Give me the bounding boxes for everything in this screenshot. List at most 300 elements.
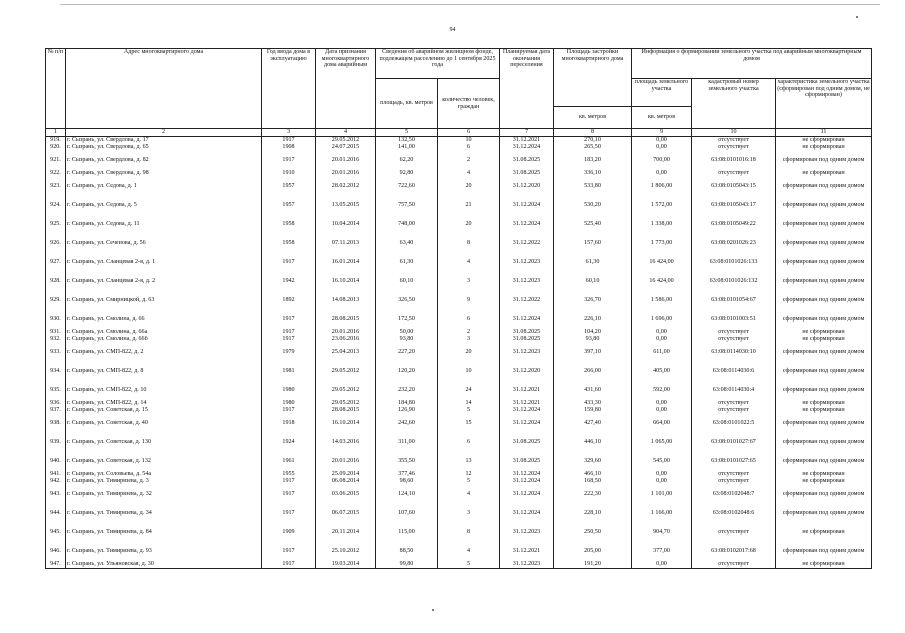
emergency-date-cell: 25.10.2012 bbox=[316, 542, 376, 561]
address-cell: г. Сызрань, ул. СМП-822, д. 2 bbox=[66, 343, 262, 362]
land-area-cell: 700,00 bbox=[632, 151, 692, 170]
land-area-cell: 1 166,00 bbox=[632, 504, 692, 523]
planned-date-cell: 31.12.2024 bbox=[500, 414, 554, 433]
year-cell: 1918 bbox=[262, 414, 316, 433]
building-area-cell: 205,00 bbox=[554, 542, 632, 561]
land-char-cell: сформирован под одним домом bbox=[776, 151, 872, 170]
land-area-cell: 0,00 bbox=[632, 336, 692, 343]
header-num: № п/п bbox=[46, 49, 66, 129]
address-cell: г. Сызрань, ул. Свердлова, д. 65 bbox=[66, 144, 262, 151]
area-cell: 172,50 bbox=[376, 310, 438, 329]
column-number: 10 bbox=[692, 129, 776, 137]
area-cell: 120,20 bbox=[376, 362, 438, 381]
building-area-cell: 397,10 bbox=[554, 343, 632, 362]
emergency-date-cell: 29.05.2012 bbox=[316, 137, 376, 145]
cadastral-cell: 63:08:0102048:7 bbox=[692, 485, 776, 504]
row-number: 945. bbox=[46, 523, 66, 542]
column-number: 7 bbox=[500, 129, 554, 137]
people-cell: 20 bbox=[438, 215, 500, 234]
cadastral-cell: 63:08:0101027:65 bbox=[692, 452, 776, 471]
land-area-cell: 592,00 bbox=[632, 381, 692, 400]
emergency-date-cell: 20.01.2016 bbox=[316, 452, 376, 471]
table-row bbox=[46, 561, 872, 569]
row-number: 937. bbox=[46, 407, 66, 414]
people-cell: 12 bbox=[438, 471, 500, 478]
land-char-cell: сформирован под одним домом bbox=[776, 177, 872, 196]
emergency-date-cell: 20.11.2014 bbox=[316, 523, 376, 542]
header-people: количество человек, граждан bbox=[438, 79, 500, 129]
row-number: 936. bbox=[46, 400, 66, 407]
row-number: 941. bbox=[46, 471, 66, 478]
scan-speck bbox=[856, 16, 858, 18]
row-number: 946. bbox=[46, 542, 66, 561]
land-char-cell: не сформирован bbox=[776, 407, 872, 414]
address-cell: г. Сызрань, ул. Седова, д. 5 bbox=[66, 196, 262, 215]
cadastral-cell: отсутствует bbox=[692, 478, 776, 485]
year-cell: 1924 bbox=[262, 433, 316, 452]
table-row bbox=[46, 407, 872, 414]
table-row bbox=[46, 253, 872, 272]
planned-date-cell: 31.12.2023 bbox=[500, 523, 554, 542]
row-number: 939. bbox=[46, 433, 66, 452]
table-row bbox=[46, 196, 872, 215]
cadastral-cell: 63:08:0114030:4 bbox=[692, 381, 776, 400]
planned-date-cell: 31.08.2025 bbox=[500, 452, 554, 471]
planned-date-cell: 31.12.2024 bbox=[500, 471, 554, 478]
people-cell: 21 bbox=[438, 196, 500, 215]
building-area-cell: 427,40 bbox=[554, 414, 632, 433]
cadastral-cell: 63:08:0101054:67 bbox=[692, 291, 776, 310]
emergency-date-cell: 07.11.2013 bbox=[316, 234, 376, 253]
cadastral-cell: отсутствует bbox=[692, 561, 776, 569]
area-cell: 757,50 bbox=[376, 196, 438, 215]
row-number: 935. bbox=[46, 381, 66, 400]
row-number: 942. bbox=[46, 478, 66, 485]
people-cell: 24 bbox=[438, 381, 500, 400]
table-row bbox=[46, 215, 872, 234]
header-planned-date: Планируемая дата окончания переселения bbox=[500, 49, 554, 129]
address-cell: г. Сызрань, ул. Седова, д. 11 bbox=[66, 215, 262, 234]
address-cell: г. Сызрань, ул. Тимирязева, д. 3 bbox=[66, 478, 262, 485]
table-row bbox=[46, 170, 872, 177]
year-cell: 1942 bbox=[262, 272, 316, 291]
land-char-cell: сформирован под одним домом bbox=[776, 414, 872, 433]
land-char-cell: сформирован под одним домом bbox=[776, 215, 872, 234]
table-row bbox=[46, 329, 872, 336]
planned-date-cell: 31.12.2023 bbox=[500, 343, 554, 362]
year-cell: 1917 bbox=[262, 478, 316, 485]
table-row bbox=[46, 400, 872, 407]
cadastral-cell: отсутствует bbox=[692, 407, 776, 414]
column-number: 3 bbox=[262, 129, 316, 137]
area-cell: 355,50 bbox=[376, 452, 438, 471]
building-area-cell: 228,10 bbox=[554, 504, 632, 523]
planned-date-cell: 31.08.2025 bbox=[500, 329, 554, 336]
row-number: 932. bbox=[46, 336, 66, 343]
planned-date-cell: 31.12.2024 bbox=[500, 310, 554, 329]
cadastral-cell: отсутствует bbox=[692, 471, 776, 478]
building-area-cell: 222,30 bbox=[554, 485, 632, 504]
header-land-area: площадь земельного участка bbox=[632, 79, 692, 107]
area-cell: 377,46 bbox=[376, 471, 438, 478]
people-cell: 2 bbox=[438, 329, 500, 336]
address-cell: г. Сызрань, ул. Смолина, д. 66 bbox=[66, 310, 262, 329]
table-row bbox=[46, 542, 872, 561]
table-row bbox=[46, 234, 872, 253]
land-char-cell: не сформирован bbox=[776, 400, 872, 407]
table-row bbox=[46, 151, 872, 170]
people-cell: 3 bbox=[438, 272, 500, 291]
address-cell: г. Сызрань, ул. Советская, д. 15 bbox=[66, 407, 262, 414]
header-land-area-unit: кв. метров bbox=[632, 107, 692, 129]
land-char-cell: сформирован под одним домом bbox=[776, 362, 872, 381]
land-area-cell: 1 806,00 bbox=[632, 177, 692, 196]
emergency-date-cell: 24.07.2015 bbox=[316, 144, 376, 151]
table-row bbox=[46, 343, 872, 362]
land-char-cell: сформирован под одним домом bbox=[776, 381, 872, 400]
land-area-cell: 1 338,00 bbox=[632, 215, 692, 234]
area-cell: 232,20 bbox=[376, 381, 438, 400]
cadastral-cell: 63:08:0105043:15 bbox=[692, 177, 776, 196]
emergency-date-cell: 29.05.2012 bbox=[316, 381, 376, 400]
people-cell: 10 bbox=[438, 362, 500, 381]
top-rule bbox=[60, 4, 880, 5]
year-cell: 1955 bbox=[262, 471, 316, 478]
area-cell: 115,00 bbox=[376, 523, 438, 542]
address-cell: г. Сызрань, ул. Ульяновская, д. 30 bbox=[66, 561, 262, 569]
land-area-cell: 0,00 bbox=[632, 478, 692, 485]
header-land-char: характеристика земельного участка (сформирован под одним домом, не сформирован) bbox=[776, 79, 872, 129]
table-row bbox=[46, 478, 872, 485]
emergency-date-cell: 16.10.2014 bbox=[316, 414, 376, 433]
cadastral-cell: отсутствует bbox=[692, 137, 776, 145]
header-building-area: Площадь застройки многоквартирного дома bbox=[554, 49, 632, 107]
row-number: 928. bbox=[46, 272, 66, 291]
building-area-cell: 525,40 bbox=[554, 215, 632, 234]
emergency-date-cell: 14.03.2016 bbox=[316, 433, 376, 452]
area-cell: 50,00 bbox=[376, 329, 438, 336]
address-cell: г. Сызрань, ул. Свердлова, д. 82 bbox=[66, 151, 262, 170]
building-area-cell: 266,00 bbox=[554, 362, 632, 381]
land-char-cell: сформирован под одним домом bbox=[776, 452, 872, 471]
planned-date-cell: 31.12.2021 bbox=[500, 137, 554, 145]
year-cell: 1917 bbox=[262, 561, 316, 569]
building-area-cell: 466,10 bbox=[554, 471, 632, 478]
building-area-cell: 533,80 bbox=[554, 177, 632, 196]
land-char-cell: сформирован под одним домом bbox=[776, 291, 872, 310]
column-number: 6 bbox=[438, 129, 500, 137]
header-land-info: Информация о формировании земельного участка под аварийным многоквартирным домом bbox=[632, 49, 872, 79]
land-area-cell: 0,00 bbox=[632, 471, 692, 478]
emergency-date-cell: 06.07.2015 bbox=[316, 504, 376, 523]
year-cell: 1961 bbox=[262, 452, 316, 471]
year-cell: 1917 bbox=[262, 407, 316, 414]
table-row bbox=[46, 485, 872, 504]
area-cell: 124,10 bbox=[376, 485, 438, 504]
land-area-cell: 0,00 bbox=[632, 329, 692, 336]
emergency-date-cell: 10.04.2014 bbox=[316, 215, 376, 234]
emergency-date-cell: 14.08.2013 bbox=[316, 291, 376, 310]
emergency-date-cell: 29.05.2012 bbox=[316, 362, 376, 381]
row-number: 934. bbox=[46, 362, 66, 381]
address-cell: г. Сызрань, ул. СМП-822, д. 10 bbox=[66, 381, 262, 400]
address-cell: г. Сызрань, ул. Советская, д. 40 bbox=[66, 414, 262, 433]
row-number: 922. bbox=[46, 170, 66, 177]
building-area-cell: 61,30 bbox=[554, 253, 632, 272]
row-number: 938. bbox=[46, 414, 66, 433]
planned-date-cell: 31.12.2024 bbox=[500, 144, 554, 151]
emergency-date-cell: 23.06.2016 bbox=[316, 336, 376, 343]
address-cell: г. Сызрань, ул. Свердлова, д. 17 bbox=[66, 137, 262, 145]
land-char-cell: сформирован под одним домом bbox=[776, 196, 872, 215]
people-cell: 6 bbox=[438, 433, 500, 452]
table-row bbox=[46, 471, 872, 478]
planned-date-cell: 31.08.2025 bbox=[500, 151, 554, 170]
emergency-date-cell: 20.01.2016 bbox=[316, 329, 376, 336]
emergency-date-cell: 06.08.2014 bbox=[316, 478, 376, 485]
building-area-cell: 226,10 bbox=[554, 310, 632, 329]
table-row bbox=[46, 137, 872, 145]
address-cell: г. Сызрань, ул. Соловьева, д. 54а bbox=[66, 471, 262, 478]
planned-date-cell: 31.12.2023 bbox=[500, 561, 554, 569]
land-area-cell: 16 424,00 bbox=[632, 272, 692, 291]
year-cell: 1917 bbox=[262, 310, 316, 329]
area-cell: 63,40 bbox=[376, 234, 438, 253]
cadastral-cell: 63:08:0102048:6 bbox=[692, 504, 776, 523]
table-row bbox=[46, 144, 872, 151]
cadastral-cell: 63:08:0101003:51 bbox=[692, 310, 776, 329]
table-row bbox=[46, 523, 872, 542]
people-cell: 9 bbox=[438, 291, 500, 310]
area-cell: 62,20 bbox=[376, 151, 438, 170]
table-row bbox=[46, 310, 872, 329]
building-area-cell: 191,20 bbox=[554, 561, 632, 569]
address-cell: г. Сызрань, ул. Смирницкой, д. 63 bbox=[66, 291, 262, 310]
cadastral-cell: 63:08:0105049:22 bbox=[692, 215, 776, 234]
row-number: 944. bbox=[46, 504, 66, 523]
year-cell: 1980 bbox=[262, 381, 316, 400]
land-area-cell: 0,00 bbox=[632, 407, 692, 414]
building-area-cell: 250,50 bbox=[554, 523, 632, 542]
building-area-cell: 431,60 bbox=[554, 381, 632, 400]
column-number: 8 bbox=[554, 129, 632, 137]
land-char-cell: не сформирован bbox=[776, 144, 872, 151]
land-area-cell: 377,00 bbox=[632, 542, 692, 561]
planned-date-cell: 31.12.2024 bbox=[500, 485, 554, 504]
year-cell: 1909 bbox=[262, 523, 316, 542]
land-area-cell: 0,00 bbox=[632, 144, 692, 151]
land-char-cell: сформирован под одним домом bbox=[776, 253, 872, 272]
year-cell: 1917 bbox=[262, 485, 316, 504]
area-cell: 92,80 bbox=[376, 170, 438, 177]
column-numbers-row bbox=[46, 129, 872, 137]
year-cell: 1957 bbox=[262, 196, 316, 215]
table-body bbox=[46, 137, 872, 569]
people-cell: 15 bbox=[438, 414, 500, 433]
area-cell: 184,80 bbox=[376, 400, 438, 407]
people-cell: 4 bbox=[438, 485, 500, 504]
land-char-cell: сформирован под одним домом bbox=[776, 234, 872, 253]
row-number: 927. bbox=[46, 253, 66, 272]
land-char-cell: сформирован под одним домом bbox=[776, 343, 872, 362]
people-cell: 8 bbox=[438, 523, 500, 542]
table-row bbox=[46, 504, 872, 523]
row-number: 921. bbox=[46, 151, 66, 170]
land-area-cell: 0,00 bbox=[632, 137, 692, 145]
address-cell: г. Сызрань, ул. Свердлова, д. 98 bbox=[66, 170, 262, 177]
emergency-date-cell: 28.08.2015 bbox=[316, 310, 376, 329]
table-row bbox=[46, 452, 872, 471]
area-cell: 311,00 bbox=[376, 433, 438, 452]
year-cell: 1958 bbox=[262, 234, 316, 253]
land-char-cell: не сформирован bbox=[776, 170, 872, 177]
row-number: 924. bbox=[46, 196, 66, 215]
land-area-cell: 1 586,00 bbox=[632, 291, 692, 310]
address-cell: г. Сызрань, ул. Сеченова, д. 56 bbox=[66, 234, 262, 253]
planned-date-cell: 31.12.2021 bbox=[500, 542, 554, 561]
year-cell: 1892 bbox=[262, 291, 316, 310]
emergency-date-cell: 20.01.2016 bbox=[316, 170, 376, 177]
building-area-cell: 265,50 bbox=[554, 144, 632, 151]
address-cell: г. Сызрань, ул. Смолина, д. 66а bbox=[66, 329, 262, 336]
table-row bbox=[46, 381, 872, 400]
planned-date-cell: 31.12.2022 bbox=[500, 291, 554, 310]
year-cell: 1980 bbox=[262, 400, 316, 407]
header-address: Адрес многоквартирного дома bbox=[66, 49, 262, 129]
year-cell: 1957 bbox=[262, 177, 316, 196]
cadastral-cell: отсутствует bbox=[692, 400, 776, 407]
people-cell: 5 bbox=[438, 561, 500, 569]
year-cell: 1917 bbox=[262, 329, 316, 336]
emergency-date-cell: 25.04.2013 bbox=[316, 343, 376, 362]
address-cell: г. Сызрань, ул. Тимирязева, д. 34 bbox=[66, 504, 262, 523]
land-area-cell: 611,00 bbox=[632, 343, 692, 362]
planned-date-cell: 31.12.2024 bbox=[500, 407, 554, 414]
address-cell: г. Сызрань, ул. СМП-822, д. 8 bbox=[66, 362, 262, 381]
cadastral-cell: отсутствует bbox=[692, 170, 776, 177]
land-area-cell: 1 773,00 bbox=[632, 234, 692, 253]
year-cell: 1910 bbox=[262, 170, 316, 177]
planned-date-cell: 31.12.2021 bbox=[500, 400, 554, 407]
people-cell: 13 bbox=[438, 452, 500, 471]
column-number: 9 bbox=[632, 129, 692, 137]
cadastral-cell: отсутствует bbox=[692, 523, 776, 542]
people-cell: 8 bbox=[438, 234, 500, 253]
area-cell: 60,10 bbox=[376, 272, 438, 291]
cadastral-cell: 63:08:0101016:18 bbox=[692, 151, 776, 170]
emergency-date-cell: 28.02.2012 bbox=[316, 177, 376, 196]
land-char-cell: сформирован под одним домом bbox=[776, 310, 872, 329]
header-cadastral: кадастровый номер земельного участка bbox=[692, 79, 776, 129]
land-area-cell: 904,70 bbox=[632, 523, 692, 542]
cadastral-cell: 63:08:0105043:17 bbox=[692, 196, 776, 215]
column-number: 2 bbox=[66, 129, 262, 137]
emergency-date-cell: 03.06.2015 bbox=[316, 485, 376, 504]
planned-date-cell: 31.12.2023 bbox=[500, 253, 554, 272]
row-number: 920. bbox=[46, 144, 66, 151]
people-cell: 20 bbox=[438, 343, 500, 362]
header-emergency-fund: Сведения об аварийном жилищном фонде, подлежащем расселению до 1 сентября 2025 года bbox=[376, 49, 500, 79]
address-cell: г. Сызрань, ул. Смолина, д. 66б bbox=[66, 336, 262, 343]
area-cell: 227,20 bbox=[376, 343, 438, 362]
people-cell: 10 bbox=[438, 137, 500, 145]
land-char-cell: не сформирован bbox=[776, 329, 872, 336]
cadastral-cell: отсутствует bbox=[692, 144, 776, 151]
row-number: 940. bbox=[46, 452, 66, 471]
people-cell: 4 bbox=[438, 542, 500, 561]
planned-date-cell: 31.12.2024 bbox=[500, 215, 554, 234]
area-cell: 88,50 bbox=[376, 542, 438, 561]
year-cell: 1917 bbox=[262, 137, 316, 145]
address-cell: г. Сызрань, ул. Седова, д. 1 bbox=[66, 177, 262, 196]
land-char-cell: сформирован под одним домом bbox=[776, 485, 872, 504]
row-number: 933. bbox=[46, 343, 66, 362]
area-cell: 722,60 bbox=[376, 177, 438, 196]
planned-date-cell: 31.12.2020 bbox=[500, 177, 554, 196]
people-cell: 14 bbox=[438, 400, 500, 407]
land-char-cell: не сформирован bbox=[776, 523, 872, 542]
people-cell: 6 bbox=[438, 310, 500, 329]
land-area-cell: 1 696,00 bbox=[632, 310, 692, 329]
cadastral-cell: 63:08:0102017:68 bbox=[692, 542, 776, 561]
land-area-cell: 405,00 bbox=[632, 362, 692, 381]
table-row bbox=[46, 291, 872, 310]
address-cell: г. Сызрань, ул. Советская, д. 130 bbox=[66, 433, 262, 452]
row-number: 930. bbox=[46, 310, 66, 329]
building-area-cell: 329,60 bbox=[554, 452, 632, 471]
address-cell: г. Сызрань, ул. Сланцевая 2-я, д. 2 bbox=[66, 272, 262, 291]
building-area-cell: 336,10 bbox=[554, 170, 632, 177]
land-char-cell: сформирован под одним домом bbox=[776, 542, 872, 561]
column-number: 5 bbox=[376, 129, 438, 137]
address-cell: г. Сызрань, ул. Тимирязева, д. 93 bbox=[66, 542, 262, 561]
row-number: 926. bbox=[46, 234, 66, 253]
year-cell: 1908 bbox=[262, 144, 316, 151]
people-cell: 4 bbox=[438, 253, 500, 272]
scan-speck bbox=[432, 609, 434, 611]
address-cell: г. Сызрань, ул. Тимирязева, д. 84 bbox=[66, 523, 262, 542]
area-cell: 98,60 bbox=[376, 478, 438, 485]
building-area-cell: 183,20 bbox=[554, 151, 632, 170]
emergency-housing-table bbox=[45, 48, 872, 569]
land-char-cell: сформирован под одним домом bbox=[776, 272, 872, 291]
people-cell: 2 bbox=[438, 151, 500, 170]
planned-date-cell: 31.12.2023 bbox=[500, 272, 554, 291]
building-area-cell: 530,20 bbox=[554, 196, 632, 215]
address-cell: г. Сызрань, ул. СМП-822, д. 14 bbox=[66, 400, 262, 407]
land-area-cell: 0,00 bbox=[632, 561, 692, 569]
land-area-cell: 0,00 bbox=[632, 170, 692, 177]
cadastral-cell: 63:08:0201026:23 bbox=[692, 234, 776, 253]
people-cell: 20 bbox=[438, 177, 500, 196]
land-area-cell: 545,00 bbox=[632, 452, 692, 471]
land-area-cell: 1 572,00 bbox=[632, 196, 692, 215]
land-char-cell: сформирован под одним домом bbox=[776, 433, 872, 452]
page-number: 94 bbox=[449, 27, 456, 33]
building-area-cell: 270,10 bbox=[554, 137, 632, 145]
emergency-date-cell: 16.10.2014 bbox=[316, 272, 376, 291]
planned-date-cell: 31.12.2021 bbox=[500, 381, 554, 400]
cadastral-cell: 63:08:0101026:132 bbox=[692, 272, 776, 291]
area-cell: 326,50 bbox=[376, 291, 438, 310]
emergency-date-cell: 13.05.2015 bbox=[316, 196, 376, 215]
address-cell: г. Сызрань, ул. Советская, д. 132 bbox=[66, 452, 262, 471]
planned-date-cell: 31.12.2024 bbox=[500, 196, 554, 215]
people-cell: 3 bbox=[438, 336, 500, 343]
address-cell: г. Сызрань, ул. Сланцевая 2-я, д. 1 bbox=[66, 253, 262, 272]
year-cell: 1917 bbox=[262, 151, 316, 170]
header-building-area-unit: кв. метров bbox=[554, 107, 632, 129]
